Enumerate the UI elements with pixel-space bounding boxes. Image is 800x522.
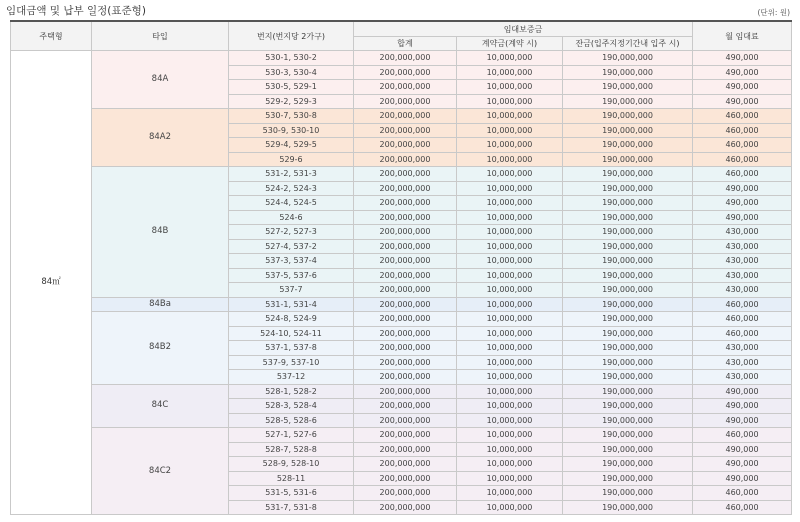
table-body xyxy=(11,51,792,515)
rent-cell: 490,000 xyxy=(693,65,792,80)
header-monthly-rent: 월 임대료 xyxy=(693,21,792,51)
total-cell: 200,000,000 xyxy=(354,109,457,124)
rent-cell: 430,000 xyxy=(693,283,792,298)
balance-cell: 190,000,000 xyxy=(563,196,693,211)
balance-cell: 190,000,000 xyxy=(563,486,693,501)
balance-cell: 190,000,000 xyxy=(563,283,693,298)
total-cell: 200,000,000 xyxy=(354,457,457,472)
rent-cell: 460,000 xyxy=(693,297,792,312)
rent-cell: 460,000 xyxy=(693,428,792,443)
rent-cell: 490,000 xyxy=(693,399,792,414)
contract-cell: 10,000,000 xyxy=(457,283,563,298)
balance-cell: 190,000,000 xyxy=(563,471,693,486)
house-type-cell: 84㎡ xyxy=(11,51,92,515)
contract-cell: 10,000,000 xyxy=(457,442,563,457)
contract-cell: 10,000,000 xyxy=(457,80,563,95)
balance-cell: 190,000,000 xyxy=(563,326,693,341)
type-cell: 84C xyxy=(92,384,229,428)
total-cell: 200,000,000 xyxy=(354,471,457,486)
address-cell: 537-7 xyxy=(229,283,354,298)
address-cell: 537-1, 537-8 xyxy=(229,341,354,356)
address-cell: 527-4, 537-2 xyxy=(229,239,354,254)
contract-cell: 10,000,000 xyxy=(457,239,563,254)
rent-cell: 490,000 xyxy=(693,210,792,225)
address-cell: 530-1, 530-2 xyxy=(229,51,354,66)
contract-cell: 10,000,000 xyxy=(457,384,563,399)
total-cell: 200,000,000 xyxy=(354,94,457,109)
balance-cell: 190,000,000 xyxy=(563,123,693,138)
header-balance: 잔금(입주지정기간내 입주 시) xyxy=(563,37,693,51)
balance-cell: 190,000,000 xyxy=(563,500,693,515)
total-cell: 200,000,000 xyxy=(354,167,457,182)
address-cell: 524-10, 524-11 xyxy=(229,326,354,341)
type-cell: 84B2 xyxy=(92,312,229,385)
rent-cell: 430,000 xyxy=(693,370,792,385)
type-cell: 84B xyxy=(92,167,229,298)
contract-cell: 10,000,000 xyxy=(457,471,563,486)
rent-cell: 430,000 xyxy=(693,268,792,283)
rent-cell: 460,000 xyxy=(693,500,792,515)
address-cell: 528-11 xyxy=(229,471,354,486)
header-deposit-group: 임대보증금 xyxy=(354,21,693,37)
contract-cell: 10,000,000 xyxy=(457,167,563,182)
table-row xyxy=(11,51,792,66)
balance-cell: 190,000,000 xyxy=(563,355,693,370)
header-house-type: 주택형 xyxy=(11,21,92,51)
total-cell: 200,000,000 xyxy=(354,486,457,501)
address-cell: 529-6 xyxy=(229,152,354,167)
contract-cell: 10,000,000 xyxy=(457,152,563,167)
address-cell: 531-2, 531-3 xyxy=(229,167,354,182)
rent-cell: 490,000 xyxy=(693,457,792,472)
contract-cell: 10,000,000 xyxy=(457,123,563,138)
rent-cell: 430,000 xyxy=(693,239,792,254)
balance-cell: 190,000,000 xyxy=(563,341,693,356)
contract-cell: 10,000,000 xyxy=(457,109,563,124)
contract-cell: 10,000,000 xyxy=(457,196,563,211)
header-address: 번지(번지당 2가구) xyxy=(229,21,354,51)
contract-cell: 10,000,000 xyxy=(457,399,563,414)
total-cell: 200,000,000 xyxy=(354,326,457,341)
address-cell: 528-9, 528-10 xyxy=(229,457,354,472)
header-total: 합계 xyxy=(354,37,457,51)
address-cell: 528-5, 528-6 xyxy=(229,413,354,428)
contract-cell: 10,000,000 xyxy=(457,268,563,283)
table-row xyxy=(11,312,792,327)
rent-cell: 490,000 xyxy=(693,471,792,486)
rent-cell: 430,000 xyxy=(693,225,792,240)
balance-cell: 190,000,000 xyxy=(563,80,693,95)
rent-cell: 430,000 xyxy=(693,341,792,356)
page-title: 임대금액 및 납부 일정(표준형) xyxy=(6,5,146,17)
total-cell: 200,000,000 xyxy=(354,123,457,138)
total-cell: 200,000,000 xyxy=(354,442,457,457)
rent-schedule-table xyxy=(10,20,792,515)
rent-cell: 490,000 xyxy=(693,442,792,457)
rent-cell: 430,000 xyxy=(693,254,792,269)
rent-cell: 490,000 xyxy=(693,196,792,211)
balance-cell: 190,000,000 xyxy=(563,457,693,472)
type-cell: 84C2 xyxy=(92,428,229,515)
address-cell: 537-3, 537-4 xyxy=(229,254,354,269)
table-header xyxy=(11,21,792,51)
balance-cell: 190,000,000 xyxy=(563,370,693,385)
contract-cell: 10,000,000 xyxy=(457,51,563,66)
total-cell: 200,000,000 xyxy=(354,341,457,356)
address-cell: 530-9, 530-10 xyxy=(229,123,354,138)
total-cell: 200,000,000 xyxy=(354,312,457,327)
balance-cell: 190,000,000 xyxy=(563,210,693,225)
total-cell: 200,000,000 xyxy=(354,500,457,515)
balance-cell: 190,000,000 xyxy=(563,442,693,457)
contract-cell: 10,000,000 xyxy=(457,457,563,472)
contract-cell: 10,000,000 xyxy=(457,312,563,327)
address-cell: 537-12 xyxy=(229,370,354,385)
rent-cell: 460,000 xyxy=(693,109,792,124)
contract-cell: 10,000,000 xyxy=(457,355,563,370)
contract-cell: 10,000,000 xyxy=(457,428,563,443)
total-cell: 200,000,000 xyxy=(354,181,457,196)
total-cell: 200,000,000 xyxy=(354,297,457,312)
header-type: 타입 xyxy=(92,21,229,51)
balance-cell: 190,000,000 xyxy=(563,51,693,66)
balance-cell: 190,000,000 xyxy=(563,65,693,80)
rent-cell: 490,000 xyxy=(693,181,792,196)
rent-cell: 460,000 xyxy=(693,326,792,341)
contract-cell: 10,000,000 xyxy=(457,181,563,196)
total-cell: 200,000,000 xyxy=(354,254,457,269)
balance-cell: 190,000,000 xyxy=(563,181,693,196)
address-cell: 524-8, 524-9 xyxy=(229,312,354,327)
contract-cell: 10,000,000 xyxy=(457,486,563,501)
total-cell: 200,000,000 xyxy=(354,355,457,370)
balance-cell: 190,000,000 xyxy=(563,225,693,240)
type-cell: 84A2 xyxy=(92,109,229,167)
rent-cell: 460,000 xyxy=(693,312,792,327)
type-cell: 84Ba xyxy=(92,297,229,312)
rent-cell: 490,000 xyxy=(693,80,792,95)
total-cell: 200,000,000 xyxy=(354,65,457,80)
address-cell: 524-2, 524-3 xyxy=(229,181,354,196)
table-row xyxy=(11,428,792,443)
balance-cell: 190,000,000 xyxy=(563,268,693,283)
total-cell: 200,000,000 xyxy=(354,384,457,399)
balance-cell: 190,000,000 xyxy=(563,167,693,182)
table-row xyxy=(11,109,792,124)
total-cell: 200,000,000 xyxy=(354,225,457,240)
balance-cell: 190,000,000 xyxy=(563,428,693,443)
address-cell: 528-7, 528-8 xyxy=(229,442,354,457)
rent-cell: 490,000 xyxy=(693,51,792,66)
rent-cell: 490,000 xyxy=(693,413,792,428)
contract-cell: 10,000,000 xyxy=(457,65,563,80)
contract-cell: 10,000,000 xyxy=(457,138,563,153)
rent-cell: 430,000 xyxy=(693,355,792,370)
table-row xyxy=(11,167,792,182)
total-cell: 200,000,000 xyxy=(354,268,457,283)
contract-cell: 10,000,000 xyxy=(457,297,563,312)
contract-cell: 10,000,000 xyxy=(457,370,563,385)
total-cell: 200,000,000 xyxy=(354,210,457,225)
balance-cell: 190,000,000 xyxy=(563,254,693,269)
table-row xyxy=(11,384,792,399)
balance-cell: 190,000,000 xyxy=(563,138,693,153)
total-cell: 200,000,000 xyxy=(354,152,457,167)
total-cell: 200,000,000 xyxy=(354,239,457,254)
rent-cell: 460,000 xyxy=(693,167,792,182)
balance-cell: 190,000,000 xyxy=(563,413,693,428)
address-cell: 531-7, 531-8 xyxy=(229,500,354,515)
address-cell: 531-1, 531-4 xyxy=(229,297,354,312)
address-cell: 537-5, 537-6 xyxy=(229,268,354,283)
total-cell: 200,000,000 xyxy=(354,428,457,443)
contract-cell: 10,000,000 xyxy=(457,94,563,109)
total-cell: 200,000,000 xyxy=(354,80,457,95)
address-cell: 527-1, 527-6 xyxy=(229,428,354,443)
total-cell: 200,000,000 xyxy=(354,138,457,153)
rent-cell: 460,000 xyxy=(693,138,792,153)
contract-cell: 10,000,000 xyxy=(457,326,563,341)
address-cell: 524-4, 524-5 xyxy=(229,196,354,211)
type-cell: 84A xyxy=(92,51,229,109)
address-cell: 524-6 xyxy=(229,210,354,225)
total-cell: 200,000,000 xyxy=(354,196,457,211)
total-cell: 200,000,000 xyxy=(354,399,457,414)
address-cell: 530-3, 530-4 xyxy=(229,65,354,80)
balance-cell: 190,000,000 xyxy=(563,94,693,109)
balance-cell: 190,000,000 xyxy=(563,239,693,254)
contract-cell: 10,000,000 xyxy=(457,210,563,225)
table-row xyxy=(11,297,792,312)
address-cell: 528-1, 528-2 xyxy=(229,384,354,399)
total-cell: 200,000,000 xyxy=(354,413,457,428)
contract-cell: 10,000,000 xyxy=(457,225,563,240)
address-cell: 537-9, 537-10 xyxy=(229,355,354,370)
rent-cell: 460,000 xyxy=(693,123,792,138)
rent-cell: 490,000 xyxy=(693,94,792,109)
balance-cell: 190,000,000 xyxy=(563,384,693,399)
contract-cell: 10,000,000 xyxy=(457,254,563,269)
total-cell: 200,000,000 xyxy=(354,370,457,385)
address-cell: 529-2, 529-3 xyxy=(229,94,354,109)
contract-cell: 10,000,000 xyxy=(457,341,563,356)
rent-cell: 490,000 xyxy=(693,384,792,399)
balance-cell: 190,000,000 xyxy=(563,312,693,327)
balance-cell: 190,000,000 xyxy=(563,297,693,312)
address-cell: 530-7, 530-8 xyxy=(229,109,354,124)
rent-cell: 460,000 xyxy=(693,486,792,501)
contract-cell: 10,000,000 xyxy=(457,413,563,428)
address-cell: 528-3, 528-4 xyxy=(229,399,354,414)
balance-cell: 190,000,000 xyxy=(563,399,693,414)
address-cell: 529-4, 529-5 xyxy=(229,138,354,153)
total-cell: 200,000,000 xyxy=(354,51,457,66)
address-cell: 531-5, 531-6 xyxy=(229,486,354,501)
address-cell: 530-5, 529-1 xyxy=(229,80,354,95)
unit-note: (단위: 원) xyxy=(757,8,790,17)
total-cell: 200,000,000 xyxy=(354,283,457,298)
address-cell: 527-2, 527-3 xyxy=(229,225,354,240)
rent-cell: 460,000 xyxy=(693,152,792,167)
contract-cell: 10,000,000 xyxy=(457,500,563,515)
header-contract: 계약금(계약 시) xyxy=(457,37,563,51)
balance-cell: 190,000,000 xyxy=(563,109,693,124)
balance-cell: 190,000,000 xyxy=(563,152,693,167)
